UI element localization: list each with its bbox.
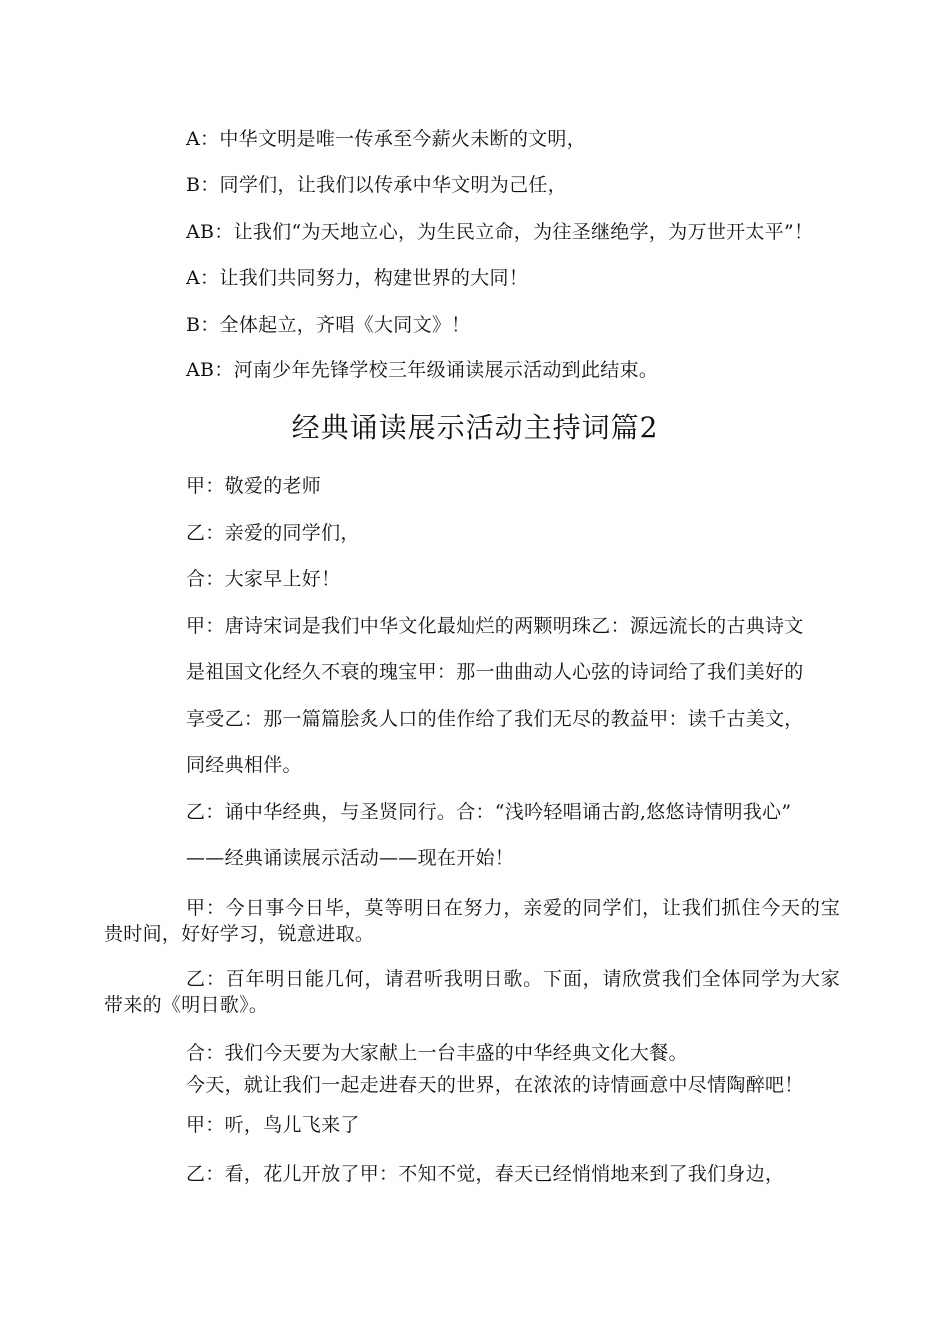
dialogue-line: ——经典诵读展示活动——现在开始！ <box>186 847 515 869</box>
dialogue-line: 乙：亲爱的同学们， <box>186 522 360 544</box>
dialogue-line: 乙：诵中华经典，与圣贤同行。合：“浅吟轻唱诵古韵,悠悠诗情明我心” <box>186 801 792 823</box>
dialogue-line: AB：河南少年先锋学校三年级诵读展示活动到此结束。 <box>186 359 659 381</box>
dialogue-line: A：让我们共同努力，构建世界的大同！ <box>186 267 529 289</box>
dialogue-line: AB：让我们“为天地立心，为生民立命，为往圣继绝学，为万世开太平”！ <box>186 221 814 243</box>
indented-paragraph: 乙：百年明日能几何，请君听我明日歌。下面，请欣赏我们全体同学为大家带来的《明日歌》。 <box>104 968 840 1016</box>
indented-paragraph: 合：我们今天要为大家献上一台丰盛的中华经典文化大餐。 <box>186 1042 688 1064</box>
indented-paragraph: 甲：今日事今日毕，莫等明日在努力，亲爱的同学们，让我们抓住今天的宝贵时间，好好学习，锐意进取。 <box>104 897 840 945</box>
dialogue-line: A：中华文明是唯一传承至今薪火未断的文明， <box>186 128 587 150</box>
section-title: 经典诵读展示活动主持词篇2 <box>291 411 659 444</box>
dialogue-line: 享受乙：那一篇篇脍炙人口的佳作给了我们无尽的教益甲：读千古美文， <box>186 708 804 730</box>
dialogue-line: 今天，就让我们一起走进春天的世界，在浓浓的诗情画意中尽情陶醉吧！ <box>186 1074 804 1096</box>
dialogue-line: B：同学们，让我们以传承中华文明为己任， <box>186 174 567 196</box>
dialogue-line: 乙：看，花儿开放了甲：不知不觉，春天已经悄悄地来到了我们身边， <box>186 1163 785 1185</box>
dialogue-line: 是祖国文化经久不衰的瑰宝甲：那一曲曲动人心弦的诗词给了我们美好的 <box>186 661 804 683</box>
dialogue-line: B：全体起立，齐唱《大同文》！ <box>186 314 471 336</box>
dialogue-line: 甲：唐诗宋词是我们中华文化最灿烂的两颗明珠乙：源远流长的古典诗文 <box>186 615 804 637</box>
dialogue-line: 甲：听，鸟儿飞来了 <box>186 1114 360 1136</box>
dialogue-line: 同经典相伴。 <box>186 754 302 776</box>
dialogue-line: 合：大家早上好！ <box>186 568 341 590</box>
dialogue-line: 甲：敬爱的老师 <box>186 475 322 497</box>
